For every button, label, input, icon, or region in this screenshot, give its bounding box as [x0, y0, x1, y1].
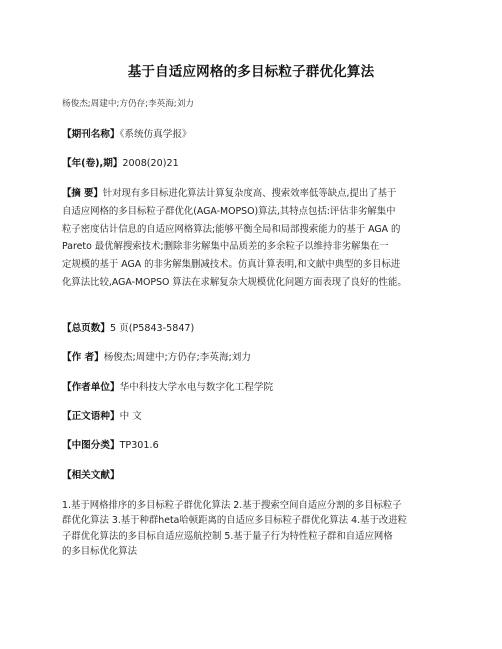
related-label: 【相关文献】 — [62, 470, 120, 481]
pages-value: 5 页(P5843-5847) — [109, 323, 195, 334]
abstract-line: 定规模的基于 AGA 的非劣解集删减技术。仿真计算表明,和文献中典型的多目标进 — [62, 259, 401, 271]
abstract-line: 自适应网格的多目标粒子群优化(AGA-MOPSO)算法,其特点包括:评估非劣解集中 — [62, 205, 396, 217]
year-issue-label: 【年(卷),期】 — [62, 158, 123, 169]
pages-label: 【总页数】 — [62, 323, 110, 334]
related-list — [62, 498, 452, 559]
language-value: 中 文 — [119, 411, 142, 422]
classification-label: 【中图分类】 — [62, 440, 120, 451]
abstract-label: 【摘 要】 — [62, 188, 103, 199]
authors-label: 【作 者】 — [62, 352, 104, 363]
authors-value: 杨俊杰;周建中;方仍存;李英海;刘力 — [103, 352, 251, 363]
related-line: 的多目标优化算法 — [62, 545, 138, 557]
year-issue-field — [62, 157, 179, 171]
pages-field — [62, 322, 194, 336]
classification-value: TP301.6 — [119, 440, 159, 451]
abstract-section — [62, 185, 452, 292]
language-field — [62, 410, 142, 424]
related-line: 群优化算法 3.基于种群heta哈顿距离的自适应多目标粒子群优化算法 4.基于改进粒 — [62, 515, 407, 527]
abstract-line-text: 针对现有多目标进化算法计算复杂度高、搜索效率低等缺点,提出了基于 — [102, 188, 397, 199]
abstract-line — [62, 185, 452, 203]
document-title: 基于自适应网格的多目标粒子群优化算法 — [127, 64, 375, 80]
journal-value: 《系统仿真学报》 — [119, 129, 192, 140]
related-line: 子群优化算法的多目标自适应巡航控制 5.基于量子行为特性粒子群和自适应网格 — [62, 530, 393, 542]
journal-field — [62, 128, 192, 142]
classification-field — [62, 439, 159, 453]
language-label: 【正文语种】 — [62, 411, 120, 422]
affiliation-label: 【作者单位】 — [62, 382, 120, 393]
author-list: 杨俊杰;周建中;方仍存;李英海;刘力 — [62, 99, 194, 109]
abstract-line: 化算法比较,AGA-MOPSO 算法在求解复杂大规模优化问题方面表现了良好的性能。 — [62, 276, 407, 288]
related-line: 1.基于网格排序的多目标粒子群优化算法 2.基于搜索空间自适应分割的多目标粒子 — [62, 500, 402, 511]
year-issue-value: 2008(20)21 — [122, 158, 179, 169]
affiliation-value: 华中科技大学水电与数字化工程学院 — [119, 382, 274, 393]
journal-label: 【期刊名称】 — [62, 129, 120, 140]
authors-field — [62, 351, 251, 365]
abstract-line: Pareto 最优解搜索技术;删除非劣解集中品质差的多余粒子以维持非劣解集在一 — [62, 241, 389, 253]
abstract-line: 粒子密度估计信息的自适应网格算法;能够平衡全局和局部搜索能力的基于 AGA 的 — [62, 223, 401, 235]
related-heading — [62, 469, 120, 483]
affiliation-field — [62, 381, 273, 395]
